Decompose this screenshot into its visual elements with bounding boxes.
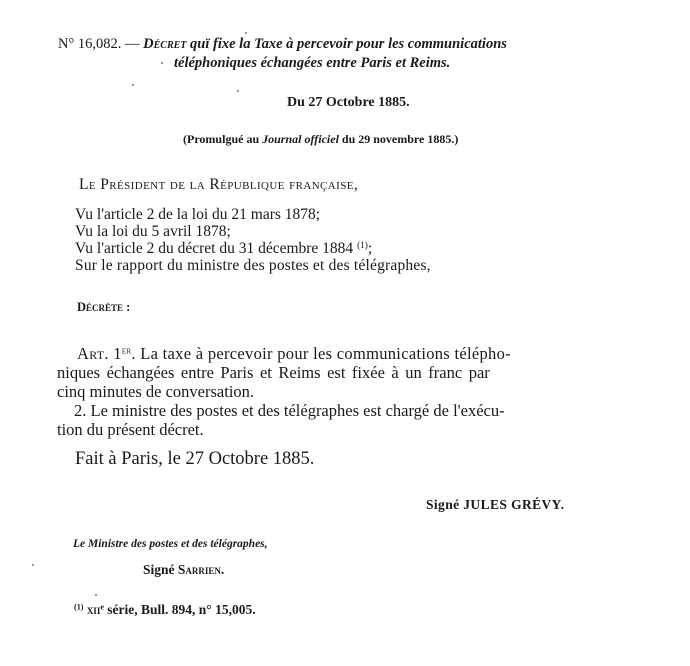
minister-title: Le Ministre des postes et des télégraphes,: [73, 538, 268, 550]
footnote: [74, 602, 256, 618]
journal-officiel: Journal officiel: [262, 132, 339, 146]
footnote-series-sup: e: [100, 602, 104, 612]
visa-3-text: Vu l'article 2 du décret du 31 décembre 1884: [75, 240, 354, 257]
signature-minister-prefix: Signé: [143, 562, 178, 577]
article-1-line-1: [77, 344, 511, 364]
article-1-label: [77, 344, 131, 363]
decree-number: N° 16,082.: [58, 36, 122, 52]
scan-speck: [95, 594, 97, 596]
visa-1: Vu l'article 2 de la loi du 21 mars 1878;: [75, 206, 321, 223]
article-1-label-text: Art. 1: [77, 344, 122, 363]
scan-speck: [32, 564, 34, 566]
footnote-series: xii: [86, 602, 101, 617]
article-1-text: . La taxe à percevoir pour les communications télépho-: [131, 344, 511, 363]
decree-title-line-1: [58, 36, 507, 53]
promulgation-after: du 29 novembre 1885.): [338, 132, 459, 146]
title-dash: —: [121, 36, 144, 52]
scan-speck: [132, 84, 134, 86]
footnote-text: série, Bull. 894, n° 15,005.: [103, 602, 256, 617]
scan-speck: [245, 32, 247, 34]
signature-minister: [143, 562, 224, 578]
signature-president: Signé JULES GRÉVY.: [426, 497, 565, 512]
fait-a-paris: Fait à Paris, le 27 Octobre 1885.: [75, 449, 315, 469]
decrete-heading: Décrète :: [77, 300, 131, 314]
decree-title-line-2: téléphoniques échangées entre Paris et Reims.: [174, 55, 451, 71]
signature-minister-name: Sarrien.: [177, 562, 225, 577]
scan-speck: [161, 62, 163, 64]
article-1-line-3: cinq minutes de conversation.: [57, 382, 255, 401]
promulgation-before: (Promulgué au: [183, 132, 263, 146]
article-2-line-2: tion du présent décret.: [57, 420, 204, 439]
decree-date: Du 27 Octobre 1885.: [287, 95, 410, 110]
scan-speck: [237, 90, 239, 92]
article-1-line-2: niques échangées entre Paris et Reims est fixée à un franc par: [57, 363, 490, 382]
president-heading: Le Président de la République française,: [79, 176, 359, 193]
visa-2: Vu la loi du 5 avril 1878;: [75, 223, 231, 240]
footnote-ref: (1): [357, 240, 368, 251]
visa-3-tail: ;: [367, 240, 373, 257]
title-text: quï fixe la Taxe à percevoir pour les communications: [186, 36, 507, 52]
footnote-marker: (1): [74, 602, 84, 612]
article-1-sup: er: [121, 345, 132, 357]
decret-word: Décret: [143, 36, 187, 52]
promulgation-note: [183, 132, 458, 147]
visa-3: [75, 240, 372, 258]
visa-4: Sur le rapport du ministre des postes et des télégraphes,: [75, 257, 431, 274]
article-2-line-1: 2. Le ministre des postes et des télégraphes est chargé de l'exécu-: [74, 401, 505, 420]
